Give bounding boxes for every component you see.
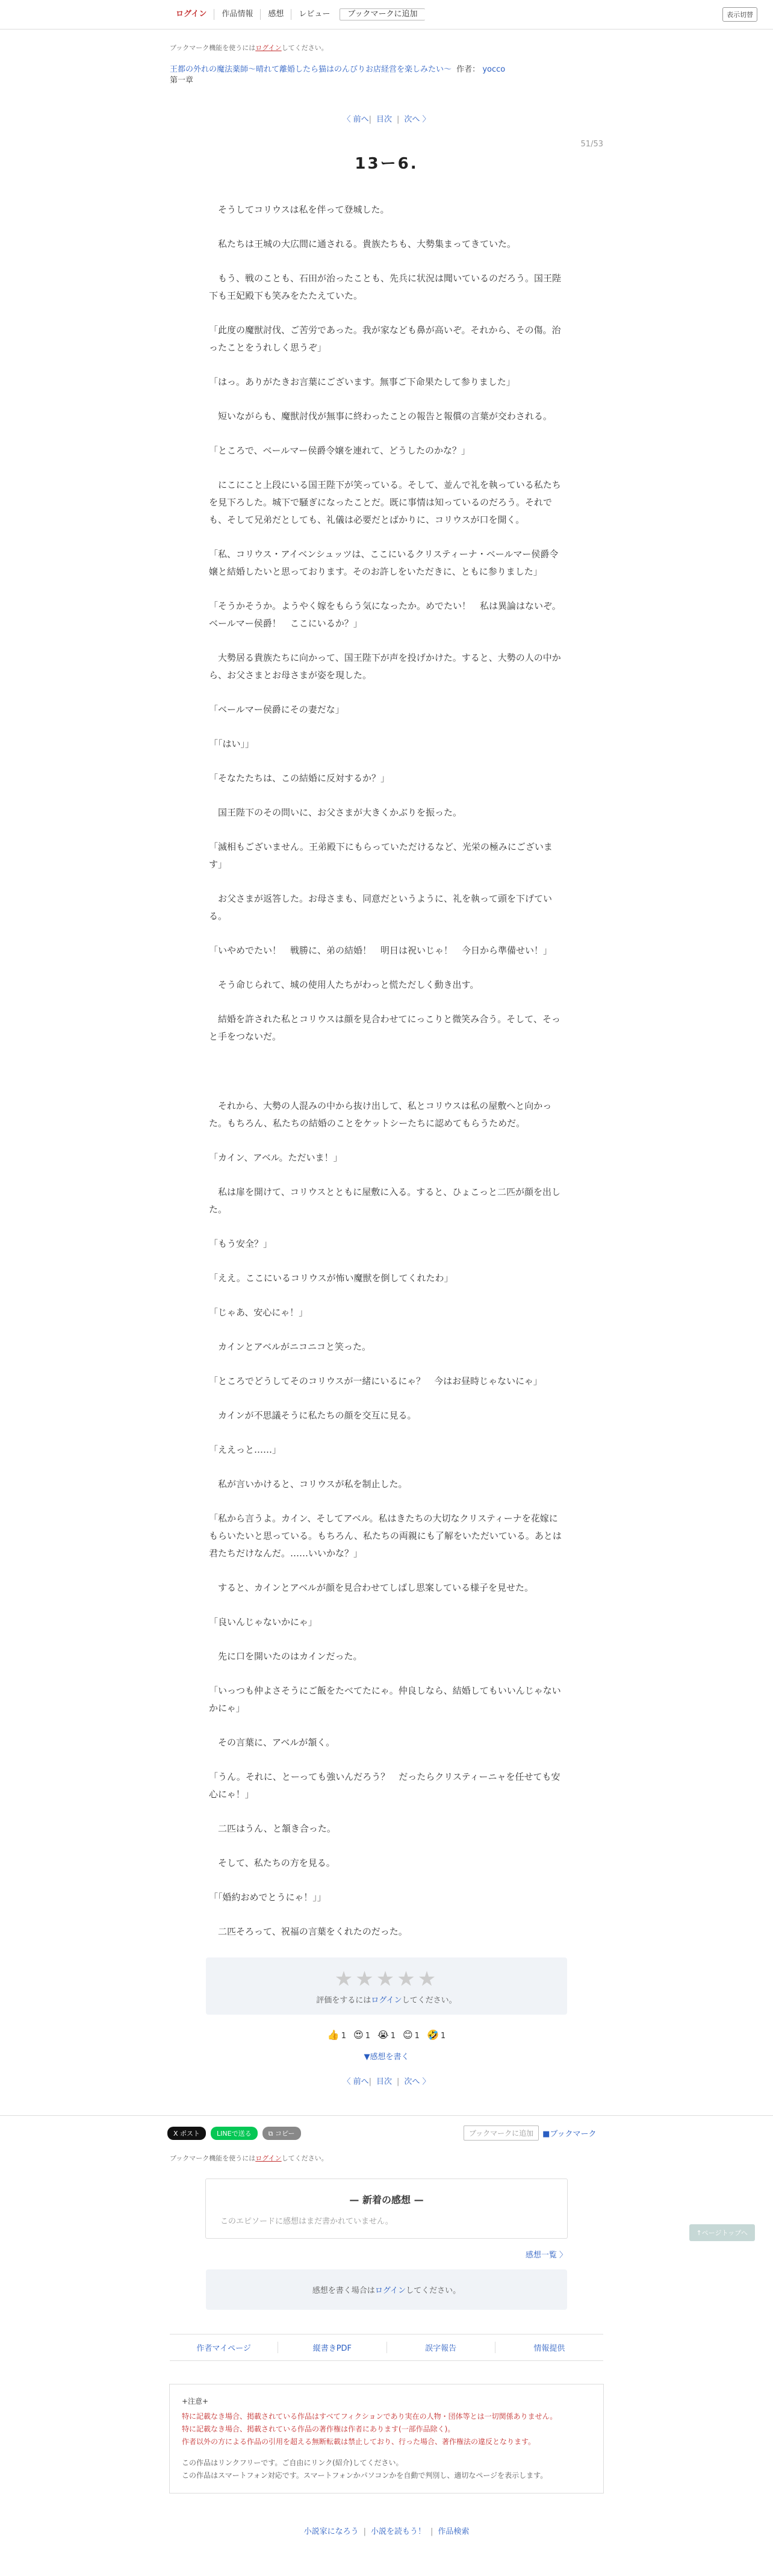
share-bar — [0, 2115, 773, 2148]
body-paragraph: 「良いんじゃないかにゃ」 — [209, 1617, 317, 1627]
body-paragraph: 「滅相もございません。王弟殿下にもらっていただけるなど、光栄の極みにございます」 — [209, 841, 553, 870]
body-paragraph: 「ええっと……」 — [209, 1444, 282, 1455]
caution-title: +注意+ — [182, 2397, 209, 2406]
body-paragraph: 「此度の魔獣討伐、ご苦労であった。我が家なども鼻が高いぞ。それから、その傷。治ったことをうれしく思うぞ」 — [209, 325, 561, 353]
body-paragraph: 二匹はうん、と頷き合った。 — [209, 1823, 336, 1834]
reaction-button[interactable] — [403, 2029, 420, 2041]
bookmark-add-button[interactable]: ブックマークに追加 — [340, 8, 424, 20]
body-paragraph: 私が言いかけると、コリウスが私を制止した。 — [209, 1479, 408, 1489]
caution-info-line: この作品はリンクフリーです。ご自由にリンク(紹介)してください。 — [182, 2459, 403, 2467]
new-impressions-heading: — 新着の感想 — — [349, 2194, 424, 2206]
body-part-1 — [209, 201, 564, 1046]
novel-title-link[interactable]: 王都の外れの魔法薬師〜晴れて離婚したら猫はのんびりお店経営を楽しみたい〜 — [170, 65, 452, 74]
top-pager: 〈 前へ| 目次 | 次へ 〉 — [343, 115, 430, 124]
work-info-link[interactable]: 作品情報 — [214, 9, 261, 20]
body-paragraph: 「いやめでたい！ 戦勝に、弟の結婚！ 明日は祝いじゃ！ 今日から準備せい！」 — [209, 945, 553, 956]
body-paragraph: 「じゃあ、安心にゃ！」 — [209, 1307, 308, 1318]
reaction-count: 1 — [390, 2032, 396, 2041]
next-link-bottom[interactable]: 次へ 〉 — [404, 2077, 430, 2086]
review-link[interactable]: レビュー — [299, 10, 331, 19]
bookmark-login-notice — [170, 43, 603, 52]
caution-info — [182, 2457, 591, 2482]
caution-line: 特に記載なき場合、掲載されている作品の著作権は作者にあります(一部作品除く)。 — [182, 2425, 455, 2433]
star-rating[interactable]: ★★★★★ — [334, 1967, 439, 1991]
prev-link-bottom[interactable]: 〈 前へ — [343, 2077, 369, 2086]
author-mypage-link[interactable]: 作者マイページ — [170, 2342, 278, 2353]
reaction-count: 1 — [414, 2032, 420, 2041]
page-count: 51/53 — [580, 140, 603, 149]
body-paragraph: カインが不思議そうに私たちの顔を交互に見る。 — [209, 1410, 417, 1421]
login-link[interactable]: ログイン — [170, 9, 214, 20]
footer-nav — [170, 2334, 603, 2361]
new-impressions-box — [205, 2178, 568, 2239]
site-link-yomou[interactable]: 小説を読もう！ — [370, 2527, 426, 2536]
body-paragraph: 国王陛下のその問いに、お父さまが大きくかぶりを振った。 — [209, 807, 462, 818]
line-share-button[interactable]: LINEで送る — [211, 2127, 258, 2140]
notice-prefix: ブックマーク機能を使うには — [170, 44, 256, 52]
bottom-pager: 〈 前へ| 目次 | 次へ 〉 — [343, 2077, 430, 2086]
episode-body — [209, 201, 564, 1941]
toc-link-bottom[interactable]: 目次 — [376, 2077, 392, 2086]
author-label: 作者： — [456, 65, 480, 74]
body-paragraph: 先に口を開いたのはカインだった。 — [209, 1651, 362, 1662]
impr-login-suffix: してください。 — [406, 2286, 461, 2295]
reaction-count: 1 — [365, 2032, 370, 2041]
body-paragraph: そう命じられて、城の使用人たちがわっと慌ただしく動き出す。 — [209, 979, 479, 990]
rating-login-link[interactable]: ログイン — [371, 1996, 402, 2005]
reaction-button[interactable] — [328, 2029, 346, 2041]
body-paragraph: そうしてコリウスは私を伴って登城した。 — [209, 204, 390, 215]
impressions-list-link[interactable]: 感想一覧 〉 — [525, 2251, 567, 2260]
bookmark-link[interactable]: ■ブックマーク — [542, 2130, 597, 2139]
body-paragraph: お父さまが返答した。お母さまも、同意だというように、礼を執って頭を下げている。 — [209, 893, 553, 922]
info-provide-link[interactable]: 情報提供 — [533, 2344, 565, 2353]
body-paragraph: 私たちは王城の大広間に通される。貴族たちも、大勢集まってきていた。 — [209, 239, 517, 249]
body-paragraph: 「はっ。ありがたきお言葉にございます。無事ご下命果たして参りました」 — [209, 376, 515, 387]
body-paragraph: 「「はい」」 — [209, 738, 255, 749]
impression-login-box — [206, 2269, 567, 2310]
reaction-bar — [0, 2029, 773, 2041]
body-paragraph: 「そなたたちは、この結婚に反対するか？」 — [209, 773, 390, 784]
body-paragraph: カインとアベルがニコニコと笑った。 — [209, 1341, 371, 1352]
rating-suffix: してください。 — [402, 1996, 457, 2005]
reaction-button[interactable] — [427, 2029, 445, 2041]
caution-box — [169, 2384, 604, 2493]
body-part-2 — [209, 1097, 564, 1941]
share-buttons — [167, 2127, 301, 2140]
impressions-link[interactable]: 感想 — [261, 9, 291, 20]
body-paragraph: にこにこと上段にいる国王陛下が笑っている。そして、並んで礼を執っている私たちを見下ろした。城下で騒ぎになったことだ。既に事情は知っているのだろう。それでも、そして兄弟だとしても、礼儀は必要だとばかりに、コリウスが口を開く。 — [209, 479, 561, 525]
body-paragraph: 「ええ。ここにいるコリウスが怖い魔獣を倒してくれたわ」 — [209, 1273, 453, 1283]
series-info — [170, 64, 603, 86]
caution-line: 特に記載なき場合、掲載されている作品はすべてフィクションであり実在の人物・団体等とは一切関係ありません。 — [182, 2412, 557, 2421]
body-paragraph: 大勢居る貴族たちに向かって、国王陛下が声を投げかけた。すると、大勢の人の中から、お父さまとお母さまが姿を現した。 — [209, 652, 561, 681]
laughing-icon: 🤣 — [426, 2029, 439, 2041]
copy-url-button[interactable]: ⧉ コピー — [262, 2127, 301, 2140]
impressions-section — [170, 2153, 603, 2310]
body-paragraph: 「私、コリウス・アイベンシュッツは、ここにいるクリスティーナ・ベールマー侯爵令嬢と結婚したいと思っております。そのお許しをいただきに、ともに参りました」 — [209, 549, 559, 577]
reaction-count: 1 — [440, 2032, 446, 2041]
site-link-search[interactable]: 作品検索 — [438, 2527, 470, 2536]
rating-login-notice — [206, 1994, 567, 2005]
caution-line: 作者以外の方による作品の引用を超える無断転載は禁止しており、行った場合、著作権法の違反となります。 — [182, 2437, 536, 2446]
header — [0, 0, 773, 30]
heart-eyes-icon: 😍 — [353, 2029, 364, 2041]
typo-report-link[interactable]: 誤字報告 — [387, 2342, 495, 2353]
display-toggle-button[interactable]: 表示切替 — [722, 7, 757, 22]
body-paragraph: 「もう安全？」 — [209, 1238, 273, 1249]
author-link[interactable]: yocco — [482, 65, 506, 74]
episode-title: 13ー6. — [355, 155, 418, 173]
impr-login-prefix: 感想を書く場合は — [312, 2286, 375, 2295]
rating-prefix: 評価をするには — [316, 1996, 371, 2005]
next-link[interactable]: 次へ 〉 — [404, 115, 430, 124]
header-nav — [170, 4, 425, 25]
vertical-pdf-link[interactable]: 縦書きPDF — [278, 2342, 386, 2353]
thumbs-up-icon: 👍 — [327, 2029, 340, 2041]
x-post-button[interactable]: X ポスト — [167, 2127, 206, 2140]
chapter-label: 第一章 — [170, 76, 194, 85]
body-paragraph: そして、私たちの方を見る。 — [209, 1857, 335, 1868]
body-paragraph: すると、カインとアベルが顔を見合わせてしばし思案している様子を見せた。 — [209, 1582, 533, 1593]
notice2-prefix: ブックマーク機能を使うには — [170, 2154, 256, 2162]
body-paragraph: その言葉に、アベルが頷く。 — [209, 1737, 335, 1748]
caution-info-line: この作品はスマートフォン対応です。スマートフォンかパソコンかを自動で判別し、適切なページを表示します。 — [182, 2471, 548, 2480]
body-paragraph: 「そうかそうか。ようやく嫁をもらう気になったか。めでたい！ 私は異論はないぞ。ベールマー侯爵！ ここにいるか？」 — [209, 600, 561, 629]
reaction-button[interactable] — [353, 2029, 370, 2041]
body-paragraph: 「私から言うよ。カイン、そしてアベル。私はきたちの大切なクリスティーナを花嫁にもらいたいと思っている。もちろん、私たちの両親にも了解をいただいている。あとは君たちだけなんだ。……いいかな？」 — [209, 1513, 562, 1559]
prev-link[interactable]: 〈 前へ — [343, 115, 369, 124]
notice-login-link[interactable]: ログイン — [255, 44, 282, 52]
page-top-button[interactable]: ↑ページトップへ — [689, 2224, 755, 2241]
write-impression-toggle[interactable]: ▼感想を書く — [364, 2053, 409, 2062]
rating-box — [206, 1957, 567, 2015]
impr-login-link[interactable]: ログイン — [374, 2286, 406, 2295]
body-paragraph: 「ところでどうしてそのコリウスが一緒にいるにゃ？ 今はお昼時じゃないにゃ」 — [209, 1376, 542, 1386]
body-paragraph: 「カイン、アベル。ただいま！」 — [209, 1152, 343, 1163]
bookmark-login-notice-bottom — [170, 2153, 603, 2163]
site-links: 小説家になろう | 小説を読もう！ | 作品検索 — [303, 2527, 470, 2536]
smile-icon: 😊 — [402, 2029, 413, 2041]
body-paragraph: 「ところで、ベールマー侯爵令嬢を連れて、どうしたのかな？」 — [209, 445, 470, 456]
body-paragraph: それから、大勢の人混みの中から抜け出して、私とコリウスは私の屋敷へと向かった。もちろん、私たちの結婚のことをケットシーたちに認めてもらうためだ。 — [209, 1100, 552, 1129]
bookmark-actions — [464, 2125, 597, 2141]
body-paragraph: 二匹そろって、祝福の言葉をくれたのだった。 — [209, 1926, 408, 1937]
body-paragraph: 短いながらも、魔獣討伐が無事に終わったことの報告と報償の言葉が交わされる。 — [209, 411, 552, 422]
notice-suffix: してください。 — [281, 44, 328, 52]
site-link-narou[interactable]: 小説家になろう — [303, 2527, 359, 2536]
body-paragraph: 「いっつも仲よさそうにご飯をたべてたにゃ。仲良しなら、結婚してもいいんじゃないかにゃ」 — [209, 1685, 561, 1714]
body-paragraph: 「うん。それに、とーっても強いんだろう？ だったらクリスティーニャを任せても安心にゃ！」 — [209, 1771, 560, 1800]
body-paragraph: もう、戦のことも、石田が治ったことも、先兵に状況は聞いているのだろう。国王陛下も王妃殿下も笑みをたたえていた。 — [209, 273, 562, 301]
notice2-login-link[interactable]: ログイン — [255, 2154, 282, 2162]
reaction-count: 1 — [341, 2032, 347, 2041]
no-impressions-text: このエピソードに感想はまだ書かれていません。 — [220, 2217, 393, 2226]
crying-icon: 😭 — [377, 2029, 389, 2041]
notice2-suffix: してください。 — [281, 2154, 328, 2162]
main-content — [170, 43, 603, 173]
scene-break — [209, 1062, 564, 1097]
toc-link[interactable]: 目次 — [376, 115, 392, 124]
reaction-button[interactable] — [377, 2029, 396, 2041]
bookmark-add-button-bottom[interactable]: ブックマークに追加 — [464, 2125, 539, 2141]
body-paragraph: 私は扉を開けて、コリウスとともに屋敷に入る。すると、ひょこっと二匹が顔を出した。 — [209, 1187, 560, 1215]
body-paragraph: 「ベールマー侯爵にその妻だな」 — [209, 704, 344, 715]
body-paragraph: 「「婚約おめでとうにゃ！」」 — [209, 1892, 326, 1903]
body-paragraph: 結婚を許された私とコリウスは顔を見合わせてにっこりと微笑み合う。そして、そっと手をつないだ。 — [209, 1014, 560, 1042]
